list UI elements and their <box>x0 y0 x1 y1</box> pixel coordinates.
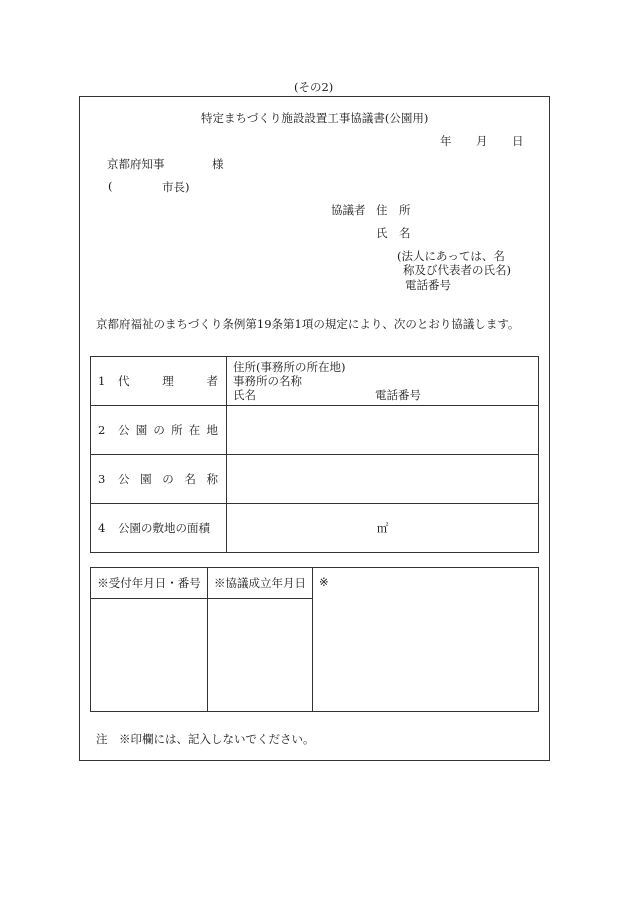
applicant-note-line1: (法人にあっては、名 <box>397 249 505 263</box>
agent-details-cell[interactable] <box>227 357 539 406</box>
office-use-table <box>90 567 539 712</box>
received-field <box>91 599 208 712</box>
applicant-note-line2: 称及び代表者の氏名) <box>403 263 511 277</box>
table-row-agent <box>91 357 539 406</box>
applicant-phone-label: 電話番号 <box>405 278 451 292</box>
agent-office-label: 事務所の名称 <box>233 374 302 388</box>
row-label: 公園の敷地の面積 <box>118 521 210 535</box>
row-number: 1 <box>98 374 106 388</box>
mayor-open-paren: ( <box>108 179 113 193</box>
table-row-park-area <box>91 504 539 553</box>
agreed-field <box>208 599 313 712</box>
table-row-park-name <box>91 455 539 504</box>
applicant-role: 協議者 <box>331 203 366 217</box>
agent-phone-label: 電話番号 <box>375 388 421 402</box>
footnote: 注 ※印欄には、記入しないでください。 <box>96 732 315 746</box>
date-day: 日 <box>512 134 524 148</box>
date-year: 年 <box>440 134 452 148</box>
row-number: 3 <box>98 472 106 486</box>
row-label: 代 理 者 <box>118 374 218 388</box>
remarks-cell <box>313 568 539 712</box>
remarks-mark: ※ <box>319 575 329 589</box>
addressee-honorific: 様 <box>212 157 224 171</box>
row-number: 4 <box>98 521 106 535</box>
applicant-address-label: 住 所 <box>376 203 411 217</box>
area-unit: ㎡ <box>376 521 389 535</box>
table-row-park-location <box>91 406 539 455</box>
addressee-mayor: 市長) <box>162 180 190 194</box>
row-label: 公 園 の 名 称 <box>118 472 218 486</box>
row-number: 2 <box>98 423 106 437</box>
details-table <box>90 356 539 553</box>
addressee-governor: 京都府知事 <box>107 157 165 171</box>
park-area-field[interactable] <box>227 504 539 553</box>
statement-text: 京都府福祉のまちづくり条例第19条第1項の規定により、次のとおり協議します。 <box>96 317 520 331</box>
park-name-field[interactable] <box>227 455 539 504</box>
agent-address-label: 住所(事務所の所在地) <box>233 360 346 374</box>
office-use-header-row <box>91 568 539 599</box>
date-month: 月 <box>476 134 488 148</box>
form-number: (その2) <box>294 80 334 94</box>
park-location-field[interactable] <box>227 406 539 455</box>
applicant-name-label: 氏 名 <box>376 226 411 240</box>
received-header: ※受付年月日・番号 <box>91 568 208 599</box>
agreed-header: ※協議成立年月日 <box>208 568 313 599</box>
row-label-agent <box>91 357 227 406</box>
row-label: 公 園 の 所 在 地 <box>118 423 218 437</box>
form-title: 特定まちづくり施設設置工事協議書(公園用) <box>201 111 429 125</box>
agent-name-label: 氏名 <box>233 388 256 402</box>
